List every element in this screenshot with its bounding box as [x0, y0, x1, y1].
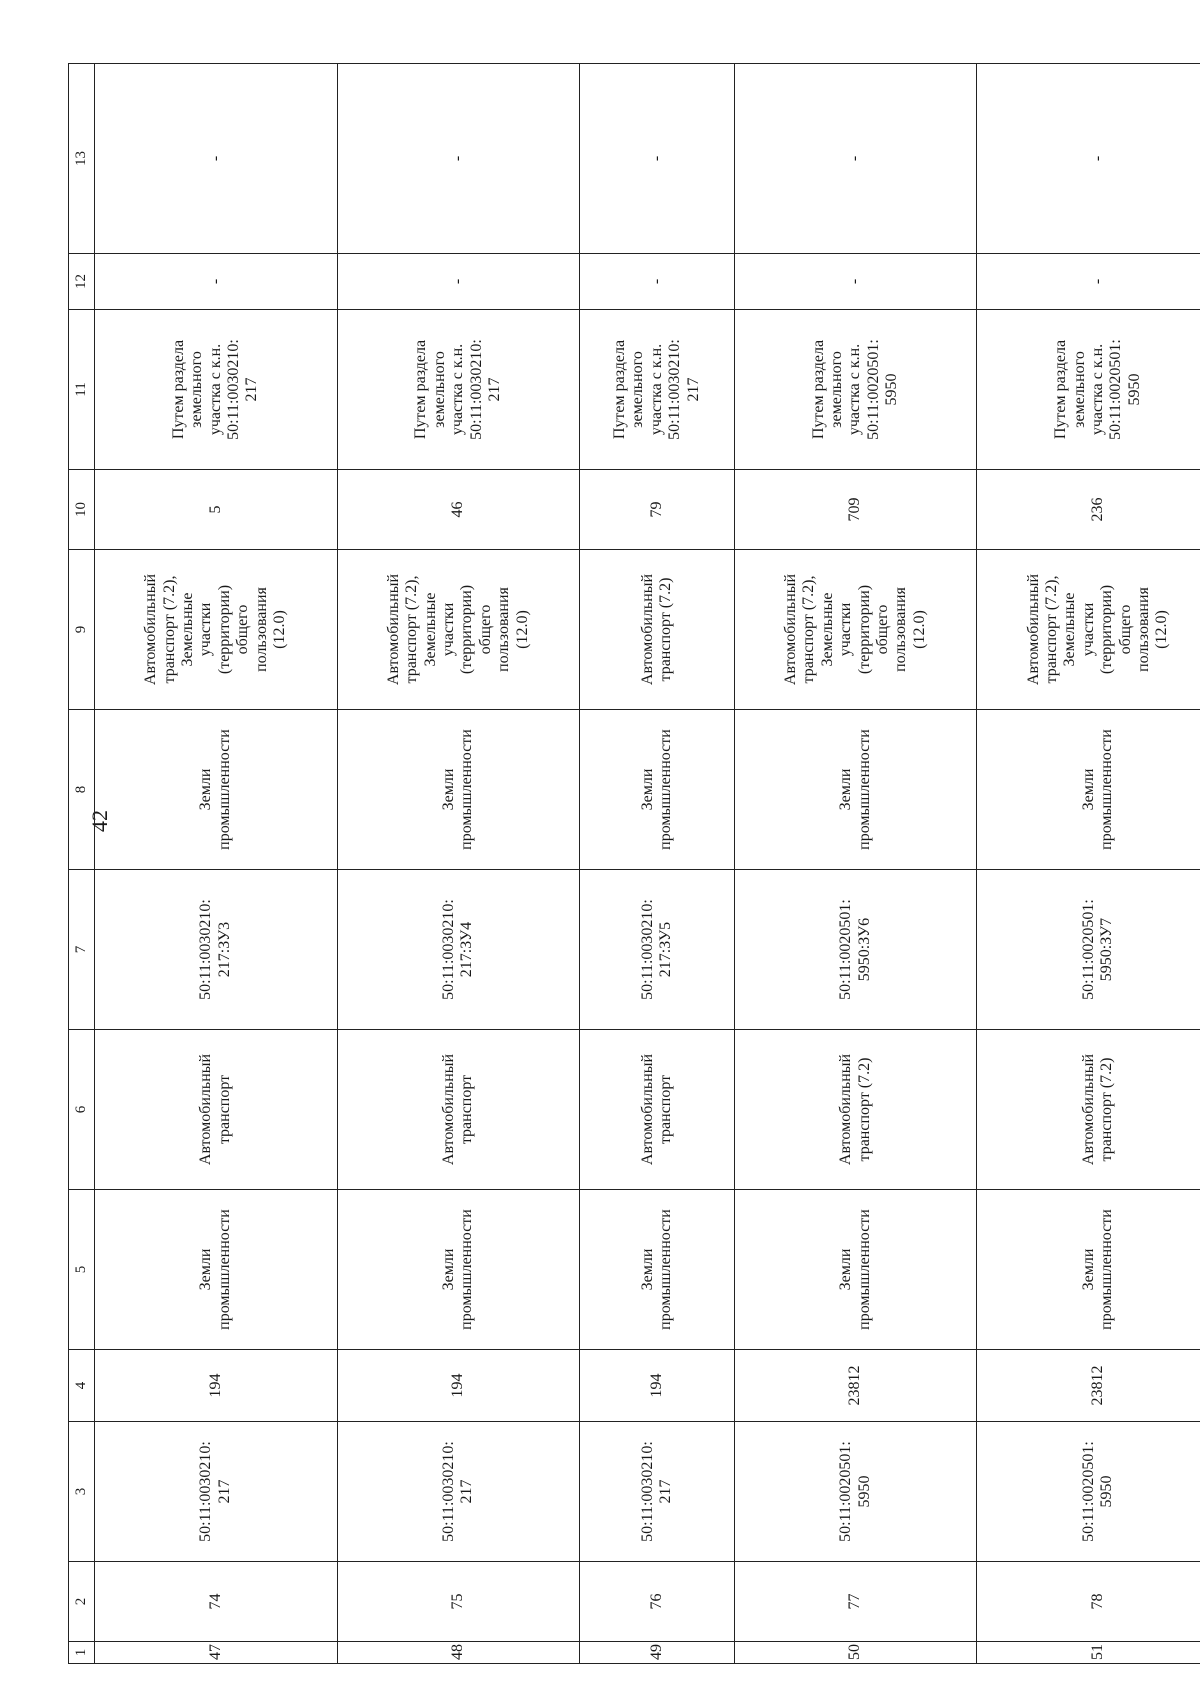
column-header-1: 1 [69, 1642, 95, 1664]
table-cell-col-2: 74 [95, 1562, 338, 1642]
table-cell-col-11: Путем раздела земельного участка с к.н. 50:11:0020501: 5950 [734, 310, 977, 470]
column-header-12: 12 [69, 254, 95, 310]
column-header-10: 10 [69, 470, 95, 550]
table-cell-col-10: 79 [580, 470, 735, 550]
table-cell-col-2: 75 [337, 1562, 580, 1642]
table-cell-col-7: 50:11:0030210: 217:ЗУ5 [580, 870, 735, 1030]
table-cell-col-3: 50:11:0020501: 5950 [977, 1422, 1200, 1562]
table-cell-col-10: 709 [734, 470, 977, 550]
table-cell-col-2: 78 [977, 1562, 1200, 1642]
table-cell-col-6: Автомобильный транспорт [580, 1030, 735, 1190]
table-cell-col-7: 50:11:0020501: 5950:ЗУ7 [977, 870, 1200, 1030]
table-cell-col-5: Земли промышленности [734, 1190, 977, 1350]
table-cell-col-7: 50:11:0020501: 5950:ЗУ6 [734, 870, 977, 1030]
table-cell-col-11: Путем раздела земельного участка с к.н. 50:11:0030210: 217 [337, 310, 580, 470]
table-cell-col-9: Автомобильный транспорт (7.2), Земельные участки (территории) общего пользования (12.0) [95, 550, 338, 710]
table-row [95, 64, 338, 1664]
page-number: 42 [87, 810, 112, 832]
table-cell-col-4: 23812 [734, 1350, 977, 1422]
column-header-3: 3 [69, 1422, 95, 1562]
column-header-13: 13 [69, 64, 95, 254]
table-cell-col-8: Земли промышленности [337, 710, 580, 870]
column-header-2: 2 [69, 1562, 95, 1642]
table-cell-col-4: 194 [337, 1350, 580, 1422]
table-cell-col-3: 50:11:0030210: 217 [580, 1422, 735, 1562]
table-cell-col-11: Путем раздела земельного участка с к.н. 50:11:0030210: 217 [95, 310, 338, 470]
table-cell-col-12: - [734, 254, 977, 310]
table-cell-col-1: 49 [580, 1642, 735, 1664]
table-cell-col-2: 77 [734, 1562, 977, 1642]
header-row [69, 64, 95, 1664]
table-cell-col-12: - [95, 254, 338, 310]
table-cell-col-13: - [977, 64, 1200, 254]
table-wrapper [68, 64, 1200, 1664]
table-cell-col-4: 23812 [977, 1350, 1200, 1422]
table-cell-col-7: 50:11:0030210: 217:ЗУ4 [337, 870, 580, 1030]
column-header-5: 5 [69, 1190, 95, 1350]
table-cell-col-5: Земли промышленности [977, 1190, 1200, 1350]
table-cell-col-12: - [580, 254, 735, 310]
table-cell-col-9: Автомобильный транспорт (7.2), Земельные участки (территории) общего пользования (12.0) [977, 550, 1200, 710]
column-header-9: 9 [69, 550, 95, 710]
table-cell-col-13: - [734, 64, 977, 254]
table-cell-col-8: Земли промышленности [580, 710, 735, 870]
table-cell-col-9: Автомобильный транспорт (7.2), Земельные участки (территории) общего пользования (12.0) [734, 550, 977, 710]
table-cell-col-6: Автомобильный транспорт (7.2) [734, 1030, 977, 1190]
table-cell-col-13: - [337, 64, 580, 254]
table-cell-col-3: 50:11:0030210: 217 [95, 1422, 338, 1562]
land-plots-table [68, 63, 1200, 1664]
table-cell-col-4: 194 [580, 1350, 735, 1422]
table-cell-col-6: Автомобильный транспорт [337, 1030, 580, 1190]
table-cell-col-5: Земли промышленности [580, 1190, 735, 1350]
table-cell-col-9: Автомобильный транспорт (7.2), Земельные участки (территории) общего пользования (12.0) [337, 550, 580, 710]
table-cell-col-4: 194 [95, 1350, 338, 1422]
table-cell-col-1: 47 [95, 1642, 338, 1664]
table-cell-col-1: 48 [337, 1642, 580, 1664]
column-header-4: 4 [69, 1350, 95, 1422]
table-cell-col-10: 5 [95, 470, 338, 550]
table-cell-col-3: 50:11:0030210: 217 [337, 1422, 580, 1562]
table-cell-col-11: Путем раздела земельного участка с к.н. 50:11:0020501: 5950 [977, 310, 1200, 470]
table-cell-col-13: - [95, 64, 338, 254]
table-row [734, 64, 977, 1664]
column-header-8: 8 [69, 710, 95, 870]
table-cell-col-9: Автомобильный транспорт (7.2) [580, 550, 735, 710]
column-header-11: 11 [69, 310, 95, 470]
column-header-6: 6 [69, 1030, 95, 1190]
table-cell-col-12: - [977, 254, 1200, 310]
table-cell-col-8: Земли промышленности [734, 710, 977, 870]
table-cell-col-1: 51 [977, 1642, 1200, 1664]
table-cell-col-10: 236 [977, 470, 1200, 550]
table-cell-col-5: Земли промышленности [95, 1190, 338, 1350]
table-body [95, 64, 1200, 1664]
table-cell-col-3: 50:11:0020501: 5950 [734, 1422, 977, 1562]
column-header-7: 7 [69, 870, 95, 1030]
table-cell-col-6: Автомобильный транспорт (7.2) [977, 1030, 1200, 1190]
table-cell-col-8: Земли промышленности [977, 710, 1200, 870]
table-cell-col-10: 46 [337, 470, 580, 550]
table-cell-col-11: Путем раздела земельного участка с к.н. 50:11:0030210: 217 [580, 310, 735, 470]
table-cell-col-7: 50:11:0030210: 217:ЗУ3 [95, 870, 338, 1030]
table-header [69, 64, 95, 1664]
table-row [977, 64, 1200, 1664]
table-cell-col-1: 50 [734, 1642, 977, 1664]
table-cell-col-12: - [337, 254, 580, 310]
table-cell-col-5: Земли промышленности [337, 1190, 580, 1350]
table-cell-col-8: Земли промышленности [95, 710, 338, 870]
table-row [337, 64, 580, 1664]
table-cell-col-2: 76 [580, 1562, 735, 1642]
table-cell-col-13: - [580, 64, 735, 254]
table-row [580, 64, 735, 1664]
table-cell-col-6: Автомобильный транспорт [95, 1030, 338, 1190]
